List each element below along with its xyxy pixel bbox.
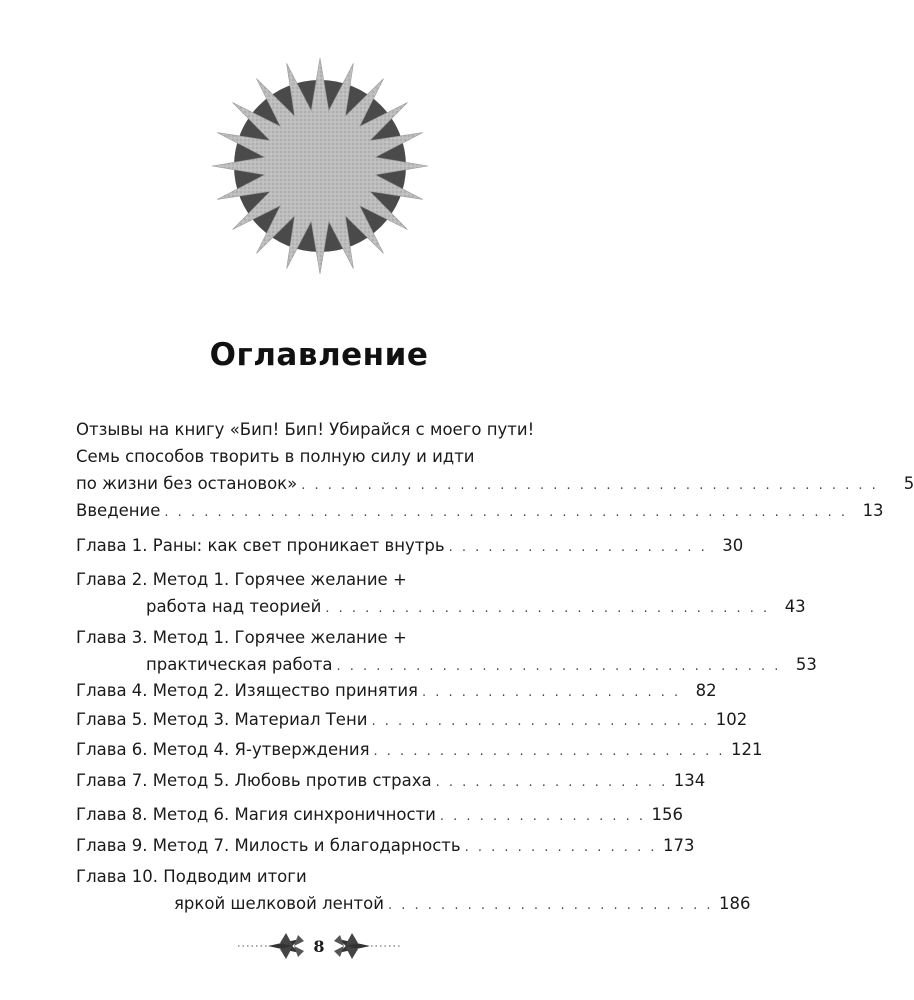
toc-page-number: 5 <box>903 474 914 493</box>
toc-page-number: 186 <box>718 894 751 913</box>
leader-dots: . . . . . . . . . . . . . . . . . . . . . . . . . . <box>371 714 710 729</box>
toc-entry-line: Глава 3. Метод 1. Горячее желание + <box>76 628 407 647</box>
toc-page-number: 156 <box>651 805 684 824</box>
toc-entry-title: по жизни без остановок» <box>76 474 298 493</box>
toc-entry-title: Глава 8. Метод 6. Магия синхроничности <box>76 805 436 824</box>
toc-entry-row <box>76 890 751 917</box>
toc-page-number: 13 <box>862 501 884 520</box>
toc-entry-row <box>76 736 763 763</box>
leader-dots: . . . . . . . . . . . . . . . . . . . . . . . . . . . . . . . . . . . . . . . . . . . . . . . . . . . . <box>164 505 848 520</box>
toc-entry-title: Глава 5. Метод 3. Материал Тени <box>76 710 368 729</box>
toc-page-number: 82 <box>695 681 717 700</box>
toc-entry <box>76 736 763 763</box>
toc-entry-title: Введение <box>76 501 161 520</box>
toc-entry-row <box>76 832 695 859</box>
toc-page-number: 43 <box>784 597 806 616</box>
leader-dots: . . . . . . . . . . . . . . . <box>464 840 657 855</box>
toc-page-number: 173 <box>662 836 695 855</box>
toc-entry <box>76 416 914 497</box>
leader-dots: . . . . . . . . . . . . . . . . <box>439 809 646 824</box>
toc-page-number: 53 <box>795 655 817 674</box>
toc-entry-title: Глава 6. Метод 4. Я-утверждения <box>76 740 370 759</box>
toc-entry-title: Глава 1. Раны: как свет проникает внутрь <box>76 536 445 555</box>
toc-entry-title: практическая работа <box>146 655 333 674</box>
toc-page-number: 134 <box>673 771 706 790</box>
toc-entry-row <box>76 801 684 828</box>
toc-entry-line: Глава 2. Метод 1. Горячее желание + <box>76 570 407 589</box>
toc-entry <box>76 624 817 678</box>
leader-dots: . . . . . . . . . . . . . . . . . . . . <box>421 685 681 700</box>
toc-entry-line: Отзывы на книгу «Бип! Бип! Убирайся с моего пути! <box>76 420 535 439</box>
toc-entry <box>76 532 744 559</box>
toc-entry-row <box>76 651 817 678</box>
toc-entry-line: Глава 10. Подводим итоги <box>76 867 307 886</box>
toc-page-number: 121 <box>731 740 763 759</box>
toc-entry-line: Семь способов творить в полную силу и идти <box>76 447 475 466</box>
toc-entry-row <box>76 470 914 497</box>
toc-entry-title: Глава 7. Метод 5. Любовь против страха <box>76 771 432 790</box>
toc-entry-title: работа над теорией <box>146 597 322 616</box>
toc-entry-title: яркой шелковой лентой <box>174 894 384 913</box>
toc-page-number: 30 <box>722 536 744 555</box>
toc-entry-row <box>76 532 744 559</box>
toc-entry <box>76 706 748 733</box>
leader-dots: . . . . . . . . . . . . . . . . . . . . . . . . . <box>388 898 713 913</box>
toc-entry <box>76 677 717 704</box>
toc-entry-title: Глава 9. Метод 7. Милость и благодарность <box>76 836 461 855</box>
page-number: 8 <box>313 937 325 956</box>
leader-dots: . . . . . . . . . . . . . . . . . . . . . . . . . . . . . . . . . . . . . . . . . . . . <box>301 478 879 493</box>
toc-page-number: 102 <box>715 710 748 729</box>
toc-entry-row <box>76 593 806 620</box>
leader-dots: . . . . . . . . . . . . . . . . . . <box>435 775 668 790</box>
leader-dots: . . . . . . . . . . . . . . . . . . . . . . . . . . . . . . . . . . <box>336 659 781 674</box>
toc-entry-title: Глава 4. Метод 2. Изящество принятия <box>76 681 418 700</box>
toc-entry <box>76 801 684 828</box>
toc-entry-row <box>76 706 748 733</box>
toc-entry-row <box>76 767 706 794</box>
toc-entry <box>76 832 695 859</box>
leader-dots: . . . . . . . . . . . . . . . . . . . . . . . . . . . <box>373 744 726 759</box>
toc-entry <box>76 497 884 524</box>
toc-entry <box>76 863 751 917</box>
leader-dots: . . . . . . . . . . . . . . . . . . . . . . . . . . . . . . . . . . <box>325 601 770 616</box>
toc-entry <box>76 566 806 620</box>
toc-entry-row <box>76 497 884 524</box>
toc-entry-row <box>76 677 717 704</box>
page-title: Оглавление <box>209 337 429 373</box>
left-sunburst-ornament-icon <box>238 933 304 959</box>
right-sunburst-ornament-icon <box>334 933 400 959</box>
leader-dots: . . . . . . . . . . . . . . . . . . . . <box>448 540 708 555</box>
toc-entry <box>76 767 706 794</box>
